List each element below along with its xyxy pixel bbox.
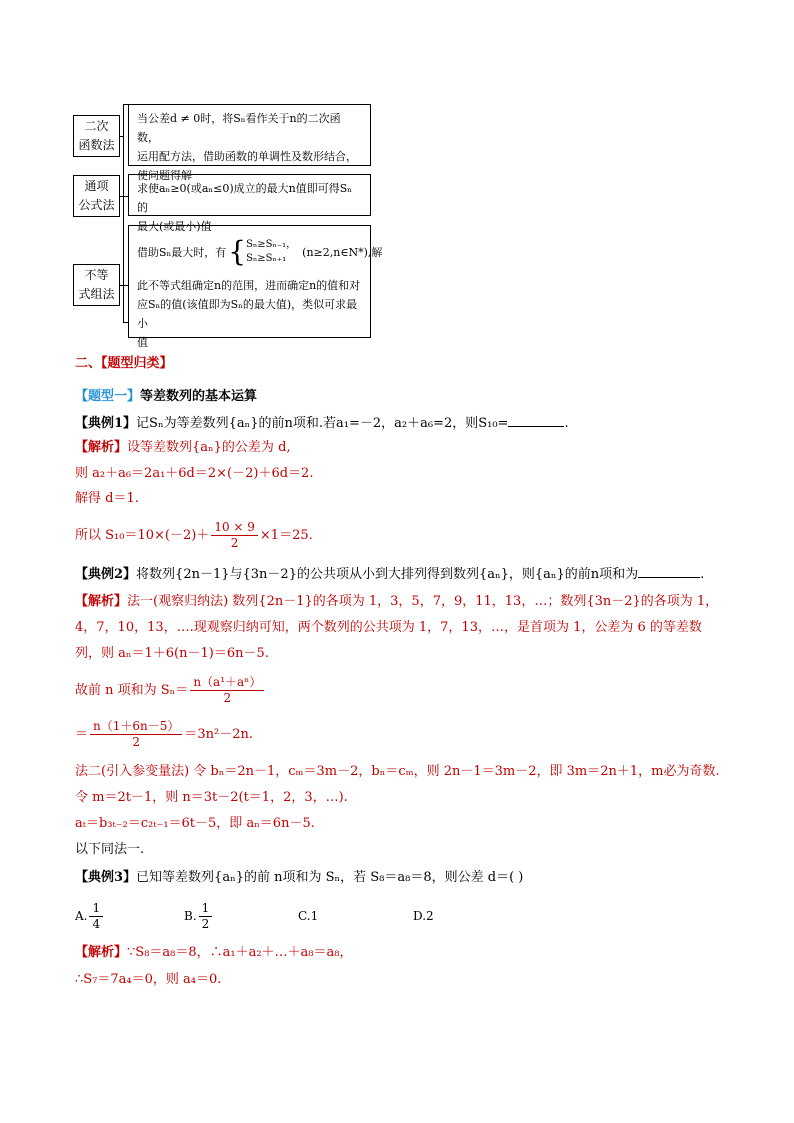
- example-tag: 【典例1】: [75, 416, 137, 431]
- method-label-inequality: [73, 264, 120, 306]
- inequality-1: Sₙ≥Sₙ₋₁，: [246, 239, 297, 250]
- solution-text: 法一(观察归纳法) 数列{2n－1}的各项为 1，3，5，7，9，11，13，…；数列{3n－2}的各项为 1，: [127, 594, 719, 609]
- method-desc-quadratic: [128, 104, 371, 182]
- example-1-question: [75, 414, 569, 433]
- fraction-denominator: 2: [201, 916, 210, 931]
- fraction-denominator: 2: [132, 735, 141, 749]
- example-2-solution-line: 法二(引入参变量法) 令 bₙ＝2n－1，cₘ＝3m－2，bₙ＝cₘ，则 2n－1＝3m－2，即 3m＝2n＋1，m必为奇数.: [75, 764, 720, 779]
- example-1-solution-line: 解得 d＝1.: [75, 491, 139, 506]
- desc-line: 运用配方法，借助函数的单调性及数形结合，: [137, 150, 357, 163]
- option-label: B.: [184, 909, 197, 923]
- solution-tag: 【解析】: [75, 440, 128, 455]
- inequality-2: Sₙ≥Sₙ₊₁: [246, 253, 287, 264]
- fraction: [211, 520, 258, 551]
- fraction-numerator: 1: [199, 901, 213, 917]
- connector-bar: [123, 104, 124, 322]
- solution-text: ∵S₈＝a₈＝8，∴a₁＋a₂＋…＋a₈＝a₈，: [127, 945, 353, 960]
- example-2-solution-line: aₜ＝b₃ₜ₋₂＝c₂ₜ₋₁＝6t－5，即 aₙ＝6n－5.: [75, 816, 315, 831]
- fraction-denominator: 4: [92, 916, 101, 931]
- option-d[interactable]: D.2: [413, 909, 434, 923]
- desc-line: 应Sₙ的值(该值即为Sₙ的最大值)，类似可求最小: [137, 298, 358, 330]
- fraction-numerator: n（a¹＋aⁿ）: [190, 675, 264, 691]
- method-label-text: 通项 公式法: [78, 179, 115, 212]
- solution-text: ×1＝25.: [259, 528, 313, 543]
- brace-symbol: {: [228, 235, 247, 268]
- method-label-quadratic: [73, 115, 120, 157]
- fraction: [199, 901, 213, 932]
- example-2-solution-line: 列，则 aₙ＝1＋6(n－1)＝6n－5.: [75, 646, 269, 661]
- example-3-solution-line: [75, 944, 353, 962]
- method-desc-general-term: [128, 174, 371, 233]
- solution-text: ＝: [75, 727, 89, 742]
- question-end: .: [564, 416, 569, 431]
- fraction: [90, 719, 182, 750]
- desc-text: 借助Sₙ最大时，有: [137, 245, 227, 259]
- example-1-solution-line: [75, 519, 313, 553]
- desc-line: 最大(或最小)值: [137, 220, 212, 233]
- solution-tag: 【解析】: [75, 945, 128, 960]
- example-1-solution-line: [75, 439, 291, 457]
- example-2-solution-line: [75, 718, 253, 752]
- method-desc-inequality: [128, 225, 383, 349]
- type-heading: [75, 388, 257, 406]
- desc-line: 此不等式组确定n的范围，进而确定n的值和对: [137, 279, 361, 292]
- section-title: [75, 355, 173, 373]
- example-3-question: [75, 869, 523, 887]
- example-3-solution-line: ∴S₇＝7a₄＝0，则 a₄＝0.: [75, 972, 222, 987]
- method-label-text: 不等 式组法: [78, 268, 115, 301]
- connector: [120, 136, 123, 137]
- example-2-solution-line: [75, 674, 266, 708]
- question-text: 已知等差数列{aₙ}的前 n项和为 Sₙ，若 S₈＝a₈＝8，则公差 d＝( ): [136, 870, 524, 885]
- desc-line: [137, 232, 383, 272]
- option-label: A.: [75, 909, 88, 923]
- fraction-numerator: 1: [89, 901, 103, 917]
- options-row: [75, 896, 475, 936]
- fraction-denominator: 2: [223, 691, 232, 705]
- option-a[interactable]: [75, 896, 105, 936]
- fraction: [190, 675, 264, 706]
- fraction-denominator: 2: [230, 536, 239, 550]
- method-label-general-term: [73, 175, 120, 217]
- example-tag: 【典例2】: [75, 567, 137, 582]
- example-2-solution-line: 令 m＝2t－1，则 n＝3t－2(t＝1，2，3，…).: [75, 790, 348, 805]
- desc-line: 当公差d ≠ 0时，将Sₙ看作关于n的二次函数，: [137, 112, 341, 144]
- solution-text: 设等差数列{aₙ}的公差为 d,: [127, 440, 291, 455]
- example-2-solution-line: 4，7，10，13，….现观察归纳可知，两个数列的公共项为 1，7，13，…，是首项为 1，公差为 6 的等差数: [75, 620, 702, 635]
- inequality-system: [246, 238, 296, 266]
- question-text: 记Sₙ为等差数列{aₙ}的前n项和.若a₁=－2，a₂＋a₆=2，则S₁₀=: [136, 416, 509, 431]
- question-text: 将数列{2n－1}与{3n－2}的公共项从小到大排列得到数列{aₙ}，则{aₙ}的前n项和为: [136, 567, 639, 582]
- example-2-solution-line: [75, 593, 718, 611]
- method-label-text: 二次 函数法: [78, 119, 115, 152]
- connector: [120, 285, 128, 286]
- option-c[interactable]: C.1: [298, 909, 319, 923]
- example-1-solution-line: 则 a₂＋a₆＝2a₁＋6d＝2×(－2)＋6d＝2.: [75, 466, 314, 481]
- connector: [120, 196, 128, 197]
- desc-text: (n≥2,n∈N*),解: [302, 245, 383, 259]
- example-2-solution-line: 以下同法一.: [75, 842, 145, 857]
- example-2-question: [75, 565, 704, 584]
- desc-line: 值: [137, 336, 148, 349]
- answer-blank: [508, 414, 564, 427]
- option-b[interactable]: [184, 896, 214, 936]
- section-title-text: 二、【题型归类】: [75, 356, 173, 371]
- solution-text: ＝3n²－2n.: [184, 727, 254, 742]
- fraction-numerator: n（1＋6n－5）: [90, 719, 182, 735]
- fraction: [89, 901, 103, 932]
- solution-text: 故前 n 项和为 Sₙ＝: [75, 683, 189, 698]
- type-tag: 【题型一】: [75, 389, 141, 404]
- answer-blank: [638, 565, 700, 578]
- solution-text: 所以 S₁₀＝10×(－2)＋: [75, 528, 210, 543]
- type-title: 等差数列的基本运算: [140, 389, 258, 404]
- desc-line: 求使aₙ≥0(或aₙ≤0)成立的最大n值即可得Sₙ的: [137, 182, 353, 214]
- example-tag: 【典例3】: [75, 870, 137, 885]
- fraction-numerator: 10 × 9: [211, 520, 258, 536]
- desc-line: 使问题得解: [137, 169, 192, 182]
- question-end: .: [700, 567, 705, 582]
- solution-tag: 【解析】: [75, 594, 128, 609]
